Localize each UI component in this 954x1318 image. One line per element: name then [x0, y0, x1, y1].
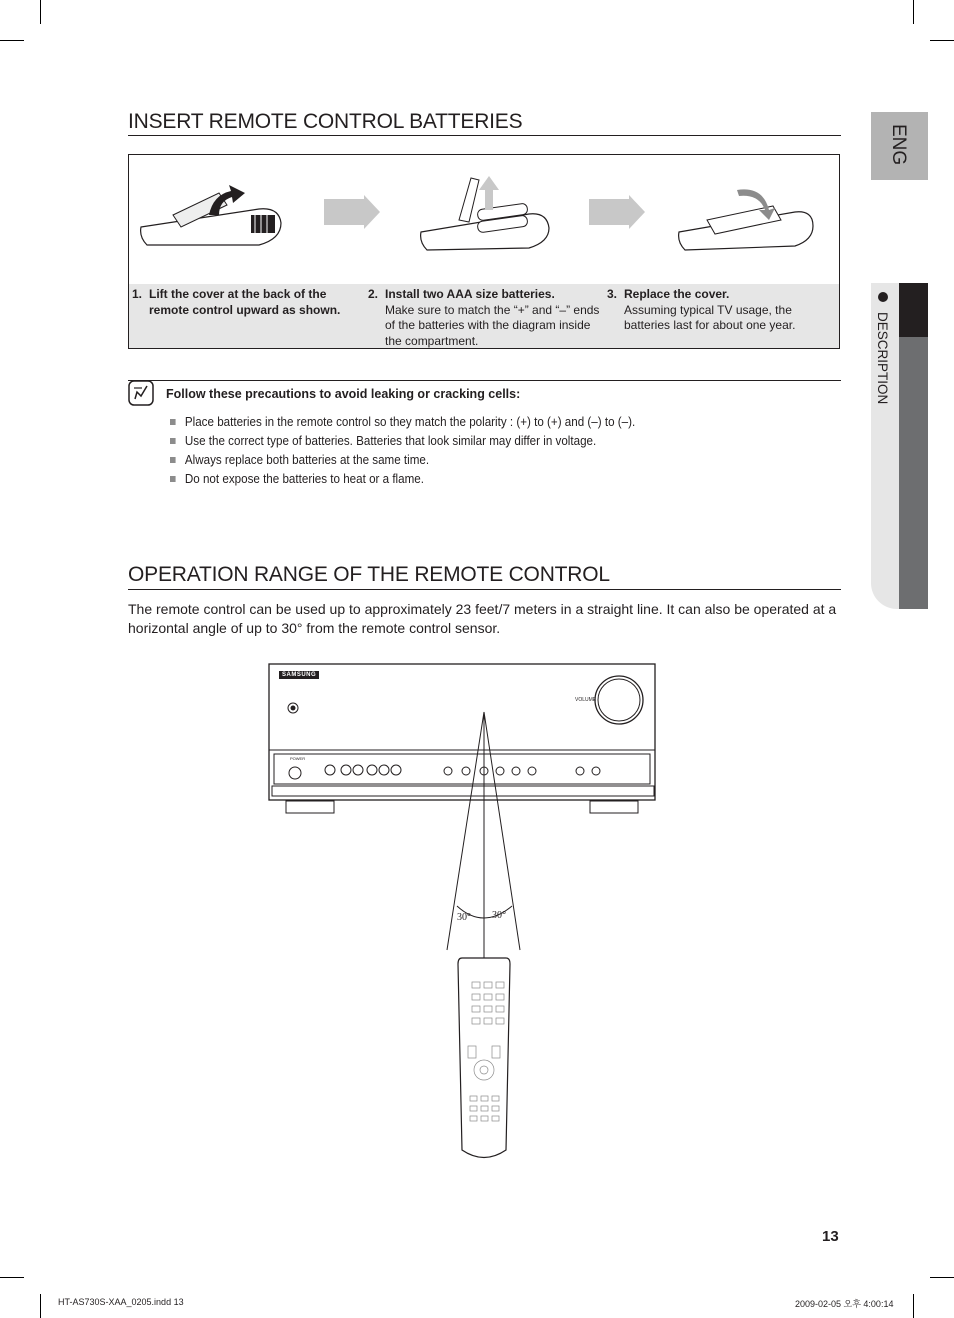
volume-label: VOLUME	[575, 697, 597, 703]
steps-caption-bar	[129, 284, 839, 348]
arrow-right-icon	[589, 199, 629, 225]
precaution-list	[170, 413, 670, 489]
range-paragraph: The remote control can be used up to approximately 23 feet/7 meters in a straight line. It can also be operated at a horizontal angle of up to 30° from the remote control sensor.	[128, 601, 837, 636]
list-item: Do not expose the batteries to heat or a flame.	[170, 470, 635, 489]
step-2	[368, 287, 600, 349]
section-rule	[128, 135, 841, 136]
step-title: Replace the cover.	[624, 287, 730, 301]
note-rule	[128, 380, 841, 381]
crop-mark	[0, 1277, 24, 1278]
crop-mark	[40, 0, 41, 24]
section-label: DESCRIPTION	[875, 312, 890, 405]
step-number: 2.	[368, 287, 379, 301]
step-title: Install two AAA size batteries.	[385, 287, 555, 301]
remote-open-cover-illustration	[139, 175, 309, 265]
step-number: 1.	[132, 287, 143, 301]
crop-mark	[930, 40, 954, 41]
section-title-range: OPERATION RANGE OF THE REMOTE CONTROL	[128, 563, 610, 586]
list-item: Always replace both batteries at the same time.	[170, 451, 635, 470]
section-rule	[128, 589, 841, 590]
crop-mark	[40, 1294, 41, 1318]
language-label: ENG	[888, 124, 909, 166]
footer-date: 2009-02-05 오후 4:00:14	[795, 1299, 894, 1309]
battery-steps-box	[128, 154, 840, 349]
footer-file: HT-AS730S-XAA_0205.indd 13	[58, 1297, 184, 1307]
language-tab	[871, 112, 928, 180]
power-label: POWER	[290, 756, 306, 761]
step-1	[132, 287, 357, 318]
crop-mark	[913, 1294, 914, 1318]
crop-mark	[930, 1277, 954, 1278]
step-number: 3.	[607, 287, 618, 301]
angle-left-label: 30°	[457, 912, 471, 923]
arrow-right-icon	[324, 199, 364, 225]
arrow-right-icon-head	[629, 195, 645, 229]
arrow-right-icon-head	[364, 195, 380, 229]
crop-mark	[0, 40, 24, 41]
page-number: 13	[822, 1228, 839, 1245]
note-icon	[128, 380, 154, 406]
brand-logo: SAMSUNG	[279, 671, 319, 679]
bullet-dot-icon	[878, 292, 888, 302]
crop-mark	[913, 0, 914, 24]
step-3	[607, 287, 807, 334]
step-body: Assuming typical TV usage, the batteries last for about one year.	[624, 302, 796, 332]
side-section-marker	[899, 283, 928, 337]
step-body: Make sure to match the “+” and “–” ends of the batteries with the diagram inside the compartment.	[385, 302, 600, 348]
note-title: Follow these precautions to avoid leaking or cracking cells:	[166, 387, 521, 401]
remote-install-batteries-illustration	[419, 170, 569, 265]
step-title: Lift the cover at the back of the remote control upward as shown.	[149, 287, 341, 317]
list-item: Use the correct type of batteries. Batteries that look similar may differ in voltage.	[170, 432, 635, 451]
angle-right-label: 30°	[492, 910, 506, 921]
section-title-batteries: INSERT REMOTE CONTROL BATTERIES	[128, 110, 523, 133]
remote-replace-cover-illustration	[677, 180, 827, 265]
list-item: Place batteries in the remote control so they match the polarity : (+) to (+) and (–) to (–).	[170, 413, 635, 432]
